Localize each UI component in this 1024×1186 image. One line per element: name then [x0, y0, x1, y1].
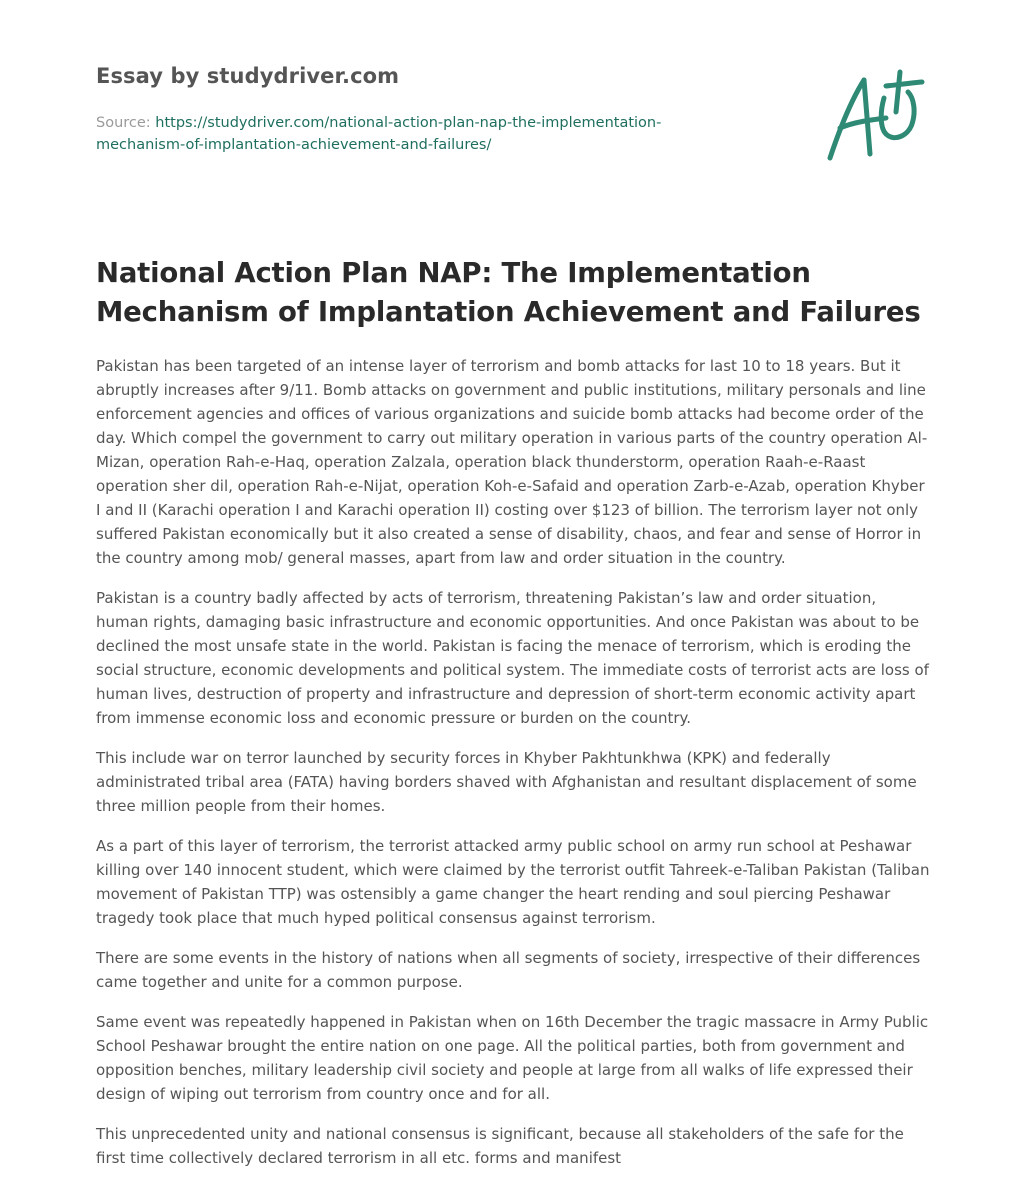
essay-paragraph: This include war on terror launched by security forces in Khyber Pakhtunkhwa (KPK) and federally administrated tribal area (FATA) having borders shaved with Afghanistan and resultant displacement of some three million people from their homes. — [96, 749, 917, 815]
site-title: Essay by studydriver.com — [96, 64, 400, 88]
essay-paragraph: Pakistan has been targeted of an intense layer of terrorism and bomb attacks for last 10 to 18 years. But it abruptly increases after 9/11. Bomb attacks on government and public institutions, military personals and line enforcement agencies and offices of various organizations and suicide bomb attacks had become order of the day. Which compel the government to carry out military operation in various parts of the country operation Al-Mizan, operation Rah-e-Haq, operation Zalzala, operation black thunderstorm, operation Raah-e-Raast operation sher dil, operation Rah-e-Nijat, operation Koh-e-Safaid and operation Zarb-e-Azab, operation Khyber I and II (Karachi operation I and Karachi operation II) costing over $123 of billion. The terrorism layer not only suffered Pakistan economically but it also created a sense of disability, chaos, and fear and sense of Horror in the country among mob/ general masses, apart from law and order situation in the country. — [96, 357, 928, 567]
essay-paragraph: There are some events in the history of nations when all segments of society, irrespective of their differences came together and unite for a common purpose. — [96, 949, 921, 991]
source-label: Source: — [96, 115, 156, 131]
essay-title: National Action Plan NAP: The Implementation Mechanism of Implantation Achievement and Failures — [96, 257, 921, 328]
essay-paragraph: Pakistan is a country badly affected by acts of terrorism, threatening Pakistan’s law and order situation, human rights, damaging basic infrastructure and economic opportunities. And once Pakistan was about to be declined the most unsafe state in the world. Pakistan is facing the menace of terrorism, which is eroding the social structure, economic developments and political system. The immediate costs of terrorist acts are loss of human lives, destruction of property and infrastructure and depression of short-term economic activity apart from immense economic loss and economic pressure or burden on the country. — [96, 589, 929, 727]
source-link[interactable]: https://studydriver.com/national-action-plan-nap-the-implementation-mechanism-of-implantation-achievement-and-failures/ — [96, 115, 662, 153]
essay-paragraph: As a part of this layer of terrorism, the terrorist attacked army public school on army run school at Peshawar killing over 140 innocent student, which were claimed by the terrorist outfit Tahreek-e-Taliban Pakistan (Taliban movement of Pakistan TTP) was ostensibly a game changer the heart rending and soul piercing Peshawar tragedy took place that much hyped political consensus against terrorism. — [96, 837, 930, 927]
source-line — [96, 112, 736, 156]
a-plus-logo-icon — [824, 68, 928, 168]
page-header — [96, 0, 928, 200]
essay-paragraph: This unprecedented unity and national consensus is significant, because all stakeholders of the safe for the first time collectively declared terrorism in all etc. forms and manifest — [96, 1125, 904, 1167]
essay-paragraph: Same event was repeatedly happened in Pakistan when on 16th December the tragic massacre in Army Public School Peshawar brought the entire nation on one page. All the political parties, both from government and opposition benches, military leadership civil society and people at large from all walks of life expressed their design of wiping out terrorism from country once and for all. — [96, 1013, 929, 1103]
essay-page — [96, 0, 930, 1167]
essay-body — [96, 354, 930, 1186]
